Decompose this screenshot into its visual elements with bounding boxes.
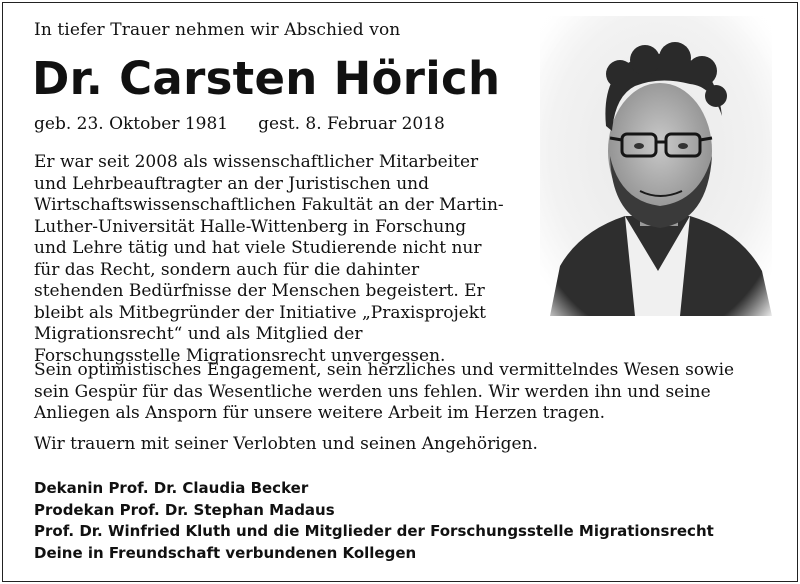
paragraph-condolence: Wir trauern mit seiner Verlobten und seinen Angehörigen.: [34, 434, 538, 454]
signatory-research-unit: Prof. Dr. Winfried Kluth und die Mitglieder der Forschungsstelle Migrationsrecht: [34, 522, 714, 540]
signatory-dean: Dekanin Prof. Dr. Claudia Becker: [34, 479, 309, 497]
paragraph-career: Er war seit 2008 als wissenschaftlicher Mitarbeiter und Lehrbeauftragter an der Juristischen und Wirtschaftswissenschaftlichen Fakultät an der Martin-Luther-Universität Halle-Wittenberg in Forschung und Lehre tätig und hat viele Studierende nicht nur für das Recht, sondern auch für die dahinter stehenden Bedürfnisse der Menschen begeistert. Er bleibt als Mitbegründer der Initiative „Praxisprojekt Migrationsrecht“ und als Mitglied der Forschungsstelle Migrationsrecht unvergessen.: [34, 152, 504, 366]
signatory-colleagues: Deine in Freundschaft verbundenen Kollegen: [34, 543, 417, 562]
life-dates: [34, 114, 445, 134]
tribute-paragraph: [34, 360, 774, 425]
paragraph-tribute: Sein optimistisches Engagement, sein herzliches und vermittelndes Wesen sowie sein Gespür für das Wesentliche werden uns fehlen. Wir werden ihn und seine Anliegen als Ansporn für unsere weitere Arbeit im Herzen tragen.: [34, 360, 735, 423]
signatory-vice-dean: Prodekan Prof. Dr. Stephan Madaus: [34, 500, 335, 519]
deceased-name: Dr. Carsten Hörich: [32, 52, 501, 105]
intro-line: In tiefer Trauer nehmen wir Abschied von: [34, 20, 401, 40]
death-date: gest. 8. Februar 2018: [258, 114, 445, 134]
birth-date: geb. 23. Oktober 1981: [34, 114, 229, 134]
signatories: [34, 478, 774, 564]
biography-paragraph: [34, 152, 504, 367]
portrait-photo: [540, 16, 772, 316]
condolence-paragraph: [34, 434, 774, 456]
